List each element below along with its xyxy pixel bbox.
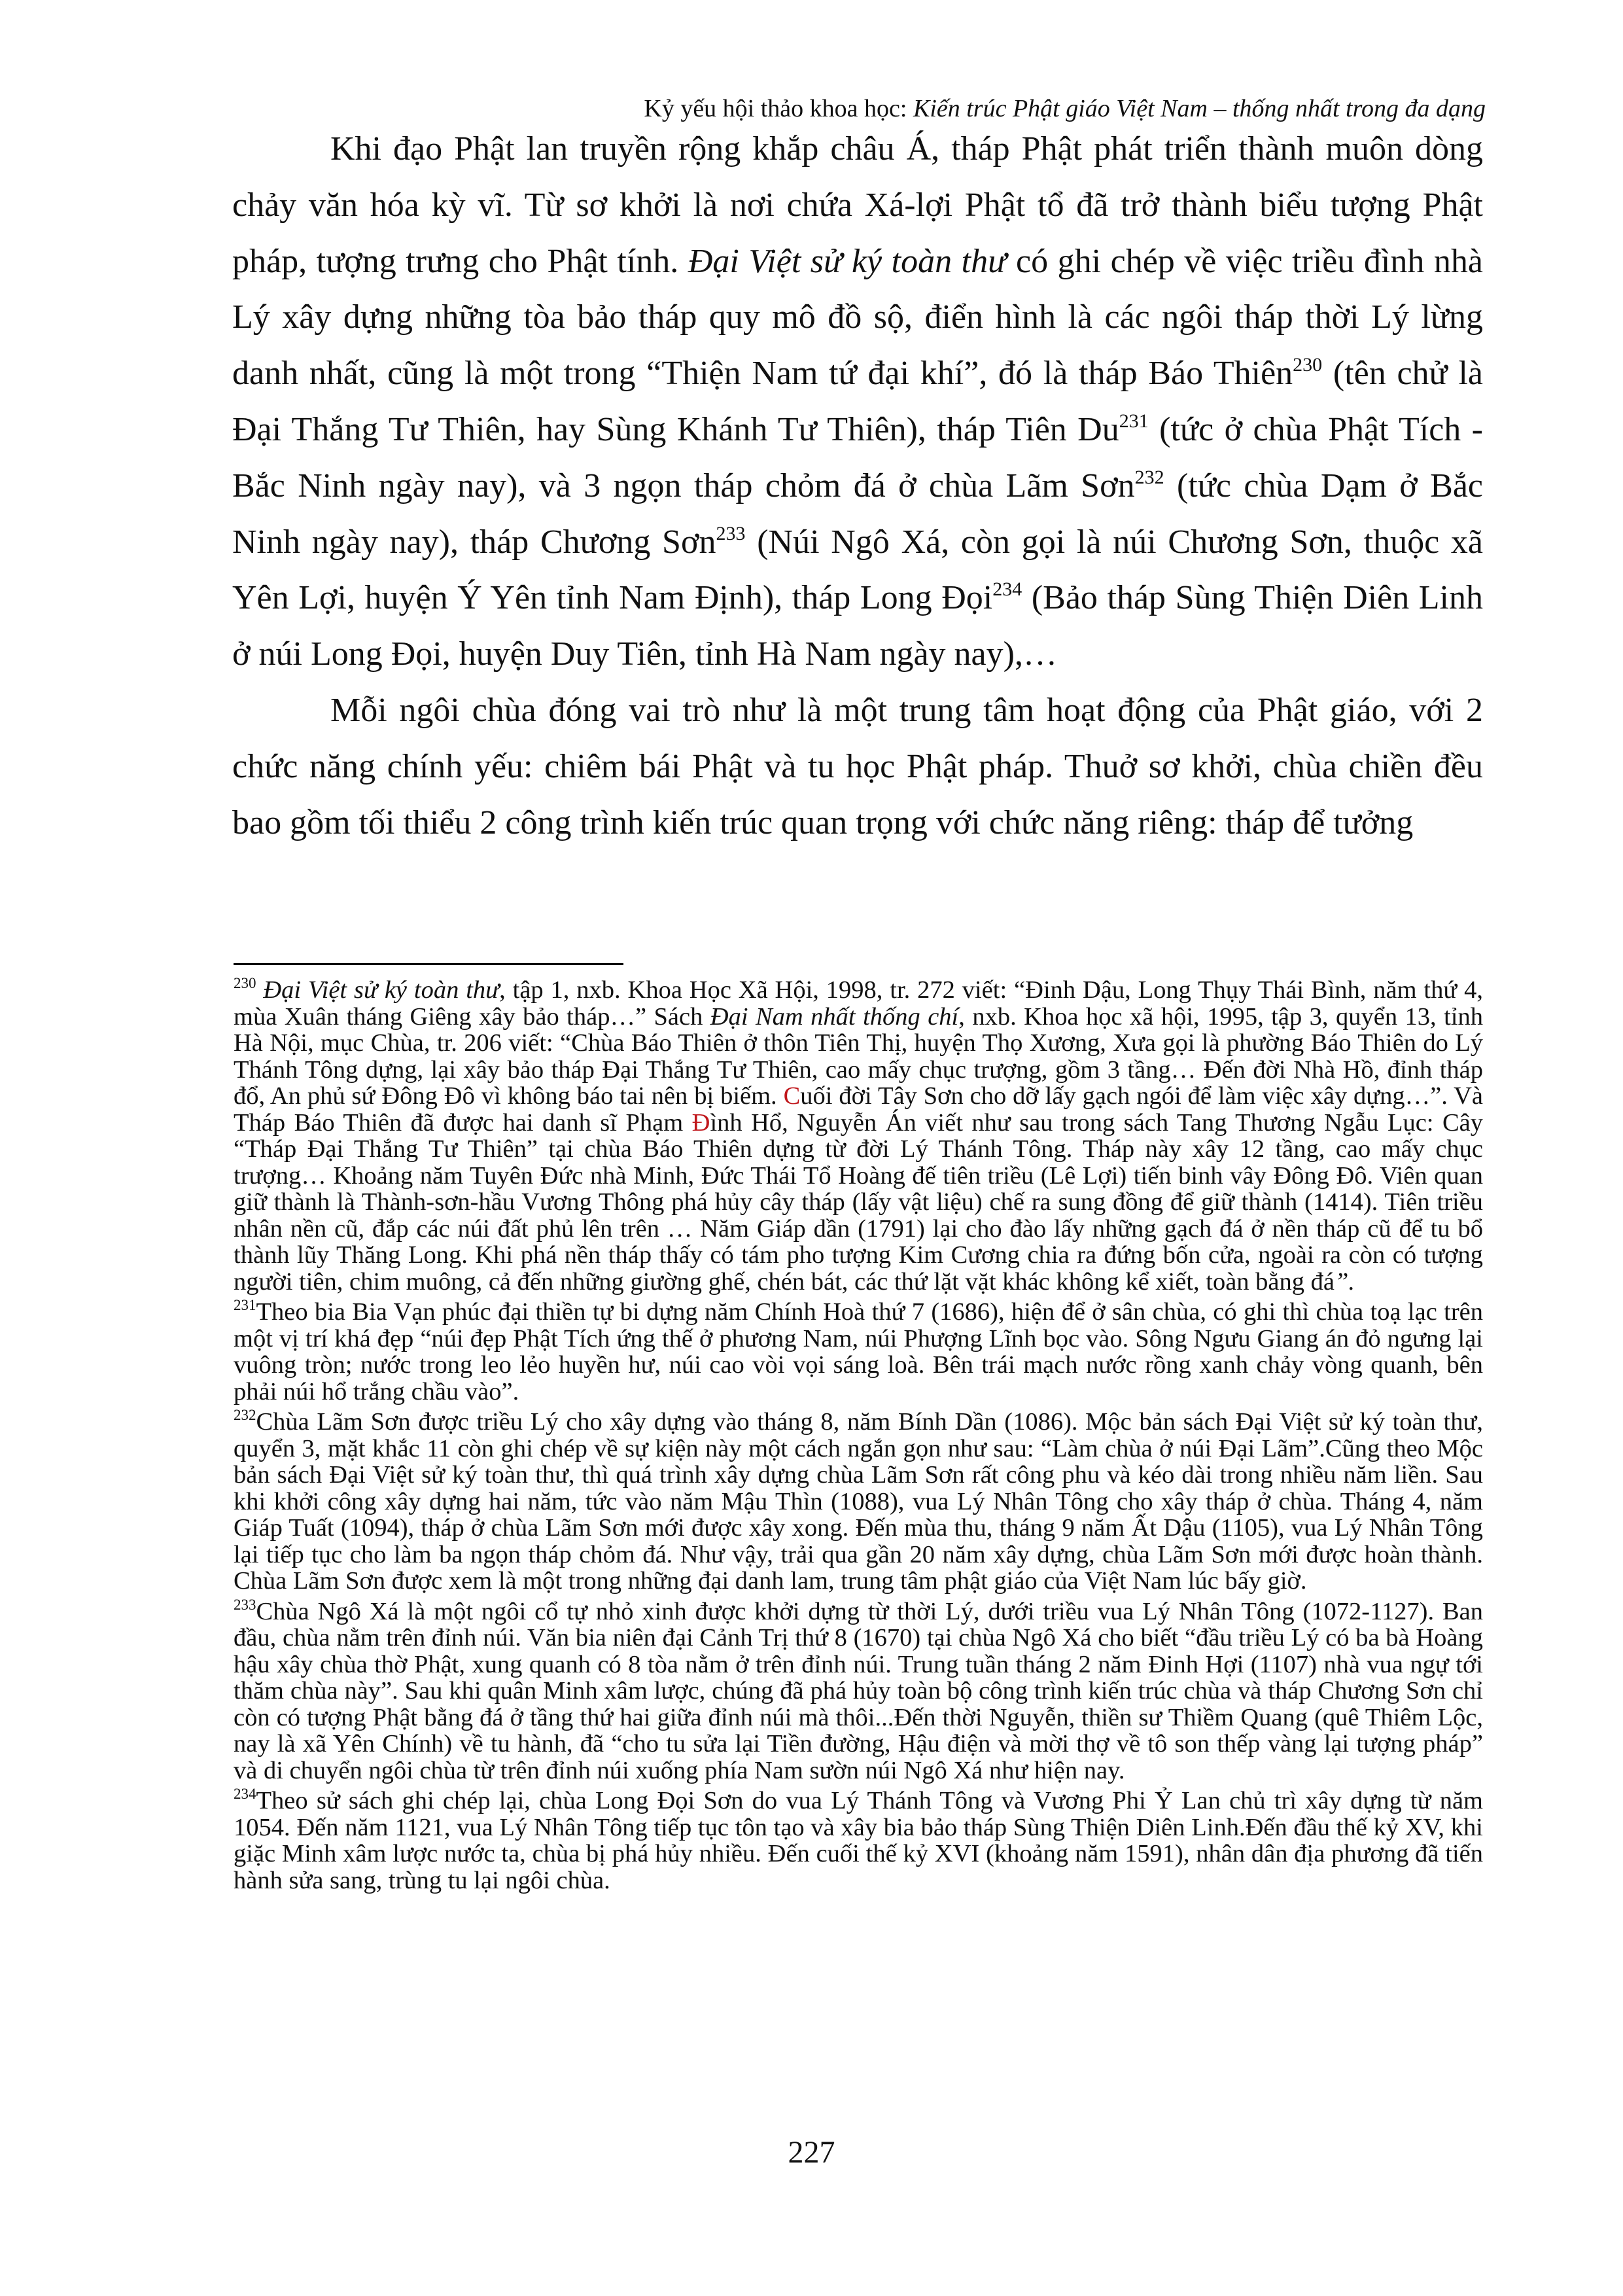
p1-text-7: (Bảo tháp Sùng Thiện Diên Linh ở núi Long Đọi, huyện Duy Tiên, tỉnh Hà Nam ngày nay),…	[232, 579, 1484, 673]
footnote-233	[234, 1598, 1483, 1784]
highlighted-letter: C	[783, 1082, 801, 1110]
footnote-ref-232[interactable]: 232	[1134, 466, 1164, 488]
footnote-ref-233[interactable]: 233	[716, 522, 746, 544]
footnote-232	[234, 1409, 1483, 1595]
body-text	[232, 121, 1483, 851]
footnote-book-title: Đại Việt sử ký toàn thư	[263, 976, 500, 1004]
footnote-text: Chùa Ngô Xá là một ngôi cổ tự nhỏ xinh được khởi dựng từ thời Lý, dưới triều vua Lý Nhân Tông (1072-1127). Ban đầu, chùa nằm trên đỉnh núi. Văn bia niên đại Cảnh Trị thứ 8 (1670) tại chùa Ngô Xá cho biết “đầu triều Lý có ba bà Hoàng hậu xây chùa thờ Phật, xung quanh có 8 tòa nằm ở trên đỉnh núi. Trung tuần tháng 2 năm Đinh Hợi (1107) nhà vua ngự tới thăm chùa này”. Sau khi quân Minh xâm lược, chúng đã phá hủy toàn bộ công trình kiến trúc chùa và tháp Chương Sơn chỉ còn có tượng Phật bằng đá ở tầng thứ hai giữa đỉnh núi mà thôi...Đến thời Nguyễn, thiền sư Thiềm Quang (quê Thiêm Lộc, nay là xã Yên Chính) về tu hành, đã “cho tu sửa lại Tiền đường, Hậu điện và mời thợ về tô son thếp vàng lại tượng pháp” và di chuyển ngôi chùa từ trên đỉnh núi xuống phía Nam sườn núi Ngô Xá như hiện nay.	[234, 1597, 1483, 1784]
p1-text-4: (tức ở chùa Phật Tích - Bắc Ninh ngày nay), và 3 ngọn tháp chỏm đá ở chùa Lãm Sơn	[232, 410, 1483, 504]
footnote-text: , nxb. Khoa học xã hội, 1995, tập 3, quyển 13, tỉnh Hà Nội, mục Chùa, tr. 206 viết: “Chùa Báo Thiên ở thôn Tiên Thị, huyện Thọ Xương, Xưa gọi là phường Báo Thiên do Lý Thánh Tông dựng, lại xây bảo tháp Đại Thắng Tư Thiên, cao mấy chục trượng, gồm 3 tầng… Đến đời Nhà Hồ, đỉnh tháp đổ, An phủ sứ Đông Đô vì không báo tai nên bị biếm.	[234, 1002, 1484, 1110]
footnote-text: Theo bia Bia Vạn phúc đại thiền tự bi dựng năm Chính Hoà thứ 7 (1686), hiện để ở sân chùa, có ghi thì chùa toạ lạc trên một vị trí khá đẹp “núi đẹp Phật Tích ứng thế ở phương Nam, núi Phượng Lĩnh bọc vào. Sông Ngưu Giang án đỏ ngưng lại vuông tròn; nước trong leo lẻo huyền hư, núi cao vòi vọi sáng loà. Bên trái mạch nước rồng xanh chảy vòng quanh, bên phải núi hổ trắng chầu vào”.	[234, 1298, 1483, 1405]
footnote-number: 233	[234, 1596, 256, 1613]
footnote-ref-234[interactable]: 234	[992, 578, 1022, 601]
footnote-234	[234, 1788, 1483, 1894]
footnote-separator	[234, 963, 623, 965]
footnote-text: Chùa Lãm Sơn được triều Lý cho xây dựng vào tháng 8, năm Bính Dần (1086). Mộc bản sách Đại Việt sử ký toàn thư, quyển 3, mặt khắc 11 còn ghi chép về sự kiện này một cách ngắn gọn như sau: “Làm chùa ở núi Đại Lãm”.Cũng theo Mộc bản sách Đại Việt sử ký toàn thư, thì quá trình xây dựng chùa Lãm Sơn rất công phu và kéo dài trong nhiều năm liền. Sau khi khởi công xây dựng hai năm, tức vào năm Mậu Thìn (1088), vua Lý Nhân Tông cho xây tháp ở chùa. Tháng 4, năm Giáp Tuất (1094), tháp ở chùa Lãm Sơn mới được xây xong. Đến mùa thu, tháng 9 năm Ất Dậu (1105), vua Lý Nhân Tông lại tiếp tục cho làm ba ngọn tháp chỏm đá. Như vậy, trải qua gần 20 năm xây dựng, chùa Lãm Sơn mới được hoàn thành. Chùa Lãm Sơn được xem là một trong những đại danh lam, trung tâm phật giáo của Việt Nam lúc bấy giờ.	[234, 1408, 1483, 1595]
footnote-number: 230	[234, 975, 256, 991]
footnote-quote-end: ”.	[1334, 1267, 1355, 1296]
header-prefix: Kỷ yếu hội thảo khoa học:	[644, 95, 913, 122]
header-title: Kiến trúc Phật giáo Việt Nam – thống nhất trong đa dạng	[913, 95, 1486, 122]
footnote-text: ình Hổ, Nguyễn Án viết như sau trong sách Tang Thương Ngẫu Lục: Cây “Tháp Đại Thắng Tư Thiên” tại chùa Báo Thiên dựng từ đời Lý Thánh Tông. Tháp này xây 12 tầng, cao mấy chục trượng… Khoảng năm Tuyên Đức nhà Minh, Đức Thái Tổ Hoàng đế tiên triều (Lê Lợi) tiến binh vây Đông Đô. Viên quan giữ thành là Thành-sơn-hầu Vương Thông phá hủy cây tháp (lấy vật liệu) chế ra sung đồng để giữ thành (1414). Tiên triều nhân nền cũ, đắp các núi đất phủ lên trên … Năm Giáp dần (1791) lại cho đào lấy những gạch đá ở nền tháp cũ để tu bổ thành lũy Thăng Long. Khi phá nền tháp thấy có tám pho tượng Kim Cương chia ra đứng bốn cửa, ngoài ra còn có tượng người tiên, chim muông, cả đến những giường ghế, chén bát, các thứ lặt vặt khác không kể xiết, toàn bằng đá	[234, 1108, 1483, 1296]
p1-text-1: Khi đạo Phật lan truyền rộng khắp châu Á, tháp Phật phát triển thành muôn dòng chảy văn hóa kỳ vĩ. Từ sơ khởi là nơi chứa Xá-lợi Phật tổ đã trở thành biểu tượng Phật pháp, tượng trưng cho Phật tính.	[232, 130, 1483, 280]
highlighted-letter: Đ	[691, 1108, 710, 1137]
footnote-230	[234, 977, 1483, 1295]
footnote-number: 231	[234, 1297, 256, 1313]
page-number: 227	[788, 2135, 835, 2170]
p1-text-6: (Núi Ngô Xá, còn gọi là núi Chương Sơn, thuộc xã Yên Lợi, huyện Ý Yên tỉnh Nam Định), tháp Long Đọi	[232, 523, 1483, 617]
running-header	[644, 93, 1486, 124]
p1-text-5: (tức chùa Dạm ở Bắc Ninh ngày nay), tháp Chương Sơn	[232, 467, 1484, 561]
footnote-231	[234, 1299, 1483, 1405]
footnotes	[234, 977, 1483, 1898]
p1-text-3: (tên chử là Đại Thắng Tư Thiên, hay Sùng Khánh Tư Thiên), tháp Tiên Du	[232, 355, 1483, 448]
footnote-book-title: Đại Nam nhất thống chí	[710, 1002, 959, 1031]
footnote-text: , tập 1, nxb. Khoa Học Xã Hội, 1998, tr. 272 viết: “Đinh Dậu, Long Thụy Thái Bình, năm thứ 4, mùa Xuân tháng Giêng xây bảo tháp…” Sách	[234, 976, 1483, 1031]
paragraph-1	[232, 121, 1483, 682]
footnote-text: Theo sử sách ghi chép lại, chùa Long Đọi Sơn do vua Lý Thánh Tông và Vương Phi Ỷ Lan chủ trì xây dựng từ năm 1054. Đến năm 1121, vua Lý Nhân Tông tiếp tục tôn tạo và xây bia bảo tháp Sùng Thiện Diên Linh.Đến đầu thế kỷ XV, khi giặc Minh xâm lược nước ta, chùa bị phá hủy nhiều. Đến cuối thế kỷ XVI (khoảng năm 1591), nhân dân địa phương đã tiến hành sửa sang, trùng tu lại ngôi chùa.	[234, 1787, 1483, 1894]
paragraph-2: Mỗi ngôi chùa đóng vai trò như là một trung tâm hoạt động của Phật giáo, với 2 chức năng chính yếu: chiêm bái Phật và tu học Phật pháp. Thuở sơ khởi, chùa chiền đều bao gồm tối thiểu 2 công trình kiến trúc quan trọng với chức năng riêng: tháp để tưởng	[232, 691, 1483, 841]
footnote-ref-230[interactable]: 230	[1293, 354, 1323, 376]
p1-book-title: Đại Việt sử ký toàn thư	[688, 242, 1007, 280]
footnote-number: 234	[234, 1786, 256, 1802]
footnote-number: 232	[234, 1407, 256, 1423]
footnote-text: uối đời Tây Sơn cho dỡ lấy gạch ngói để làm việc xây dựng…”. Và Tháp Báo Thiên đã được hai danh sĩ Phạm	[234, 1082, 1483, 1137]
p1-text-2: có ghi chép về việc triều đình nhà Lý xây dựng những tòa bảo tháp quy mô đồ sộ, điển hình là các ngôi tháp thời Lý lừng danh nhất, cũng là một trong “Thiện Nam tứ đại khí”, đó là tháp Báo Thiên	[232, 242, 1483, 393]
footnote-ref-231[interactable]: 231	[1119, 410, 1149, 432]
